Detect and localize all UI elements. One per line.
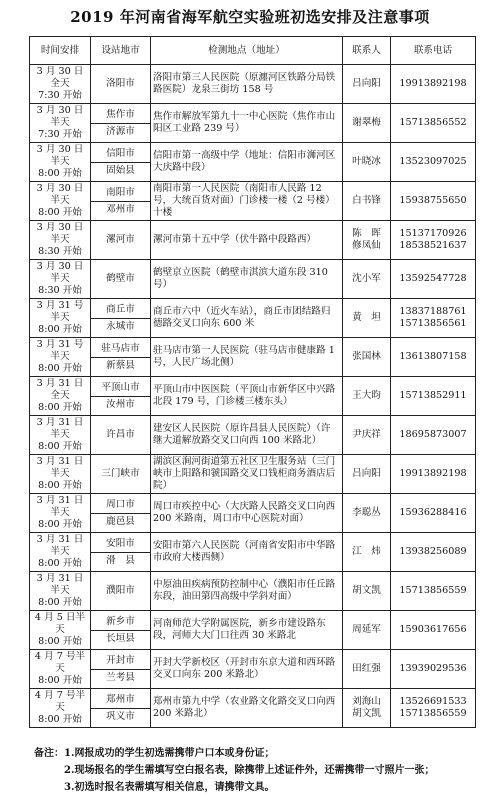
phone-cell bbox=[391, 689, 476, 728]
time-cell bbox=[30, 182, 91, 221]
city-cell-line: 鹤壁市 bbox=[106, 273, 135, 284]
city-cell-line: 平顶山市 bbox=[91, 380, 150, 397]
time-cell-line: 3 月 31 日半天 bbox=[36, 534, 84, 557]
table-row bbox=[30, 416, 476, 455]
phone-cell-line: 13938256089 bbox=[399, 546, 467, 557]
time-cell-line: 4 月 7 号半天 bbox=[34, 690, 86, 713]
time-cell-line: 7:30 开始 bbox=[38, 129, 82, 140]
note-item-2: 2.现场报名的学生需填写空白报名表，除携带上述证件外，还需携带一寸照片一张； bbox=[64, 765, 435, 776]
city-cell-line: 三门峡市 bbox=[101, 468, 140, 479]
contact-cell bbox=[343, 650, 391, 689]
phone-cell bbox=[391, 533, 476, 572]
table-row bbox=[30, 650, 476, 689]
time-cell bbox=[30, 104, 91, 143]
contact-cell-line: 王大昀 bbox=[352, 390, 381, 401]
phone-cell-line: 13592547728 bbox=[399, 273, 467, 284]
time-cell bbox=[30, 260, 91, 299]
contact-cell bbox=[343, 611, 391, 650]
contact-cell-line: 李聪丛 bbox=[352, 507, 381, 518]
header-city: 设站地市 bbox=[91, 37, 151, 65]
city-cell bbox=[91, 182, 151, 221]
time-cell-line: 8:00 开始 bbox=[38, 519, 82, 530]
phone-cell-line: 18538521637 bbox=[399, 240, 467, 251]
table-row bbox=[30, 689, 476, 728]
time-cell-line: 4 月 7 号半天 bbox=[34, 651, 86, 674]
city-cell-line: 巩义市 bbox=[106, 710, 135, 722]
contact-cell-line: 江 炜 bbox=[352, 546, 381, 557]
time-cell-line: 8:00 开始 bbox=[38, 207, 82, 218]
phone-cell bbox=[391, 455, 476, 494]
contact-cell bbox=[343, 377, 391, 416]
table-row bbox=[30, 494, 476, 533]
time-cell-line: 8:00 开始 bbox=[38, 441, 82, 452]
city-cell-line: 南阳市 bbox=[91, 185, 150, 202]
phone-cell-line: 13613807158 bbox=[399, 351, 467, 362]
time-cell-line: 3 月 30 日半天 bbox=[36, 144, 84, 167]
notes-label: 备注： bbox=[34, 748, 64, 759]
city-cell-line: 新蔡县 bbox=[106, 359, 135, 371]
time-cell-line: 3 月 31 日半天 bbox=[36, 573, 84, 596]
location-cell: 安阳市第六人民医院（河南省安阳市中华路市政府大楼西侧） bbox=[151, 533, 343, 572]
table-row bbox=[30, 182, 476, 221]
table-row bbox=[30, 338, 476, 377]
city-cell-line: 漯河市 bbox=[106, 234, 135, 245]
contact-cell-line: 沈小军 bbox=[352, 273, 381, 284]
location-cell: 商丘市六中（近火车站），商丘市团结路归德路交叉口向东 600 米 bbox=[151, 299, 343, 338]
city-cell-line: 驻马店市 bbox=[91, 341, 150, 358]
location-cell: 漯河市第十五中学（伏牛路中段路西） bbox=[151, 221, 343, 260]
time-cell-line: 3 月 31 号半天 bbox=[36, 300, 84, 323]
phone-cell-line: 15936288416 bbox=[399, 507, 467, 518]
time-cell-line: 3 月 30 日半天 bbox=[36, 261, 84, 284]
table-row bbox=[30, 221, 476, 260]
time-cell bbox=[30, 65, 91, 104]
city-cell-line: 滑 县 bbox=[106, 554, 135, 566]
time-cell-line: 8:00 开始 bbox=[38, 675, 82, 686]
city-cell-line: 郑州市 bbox=[91, 692, 150, 709]
city-cell bbox=[91, 299, 151, 338]
city-cell bbox=[91, 689, 151, 728]
city-cell-line: 长垣县 bbox=[106, 632, 135, 644]
contact-cell-line: 修凤仙 bbox=[352, 240, 381, 251]
phone-cell bbox=[391, 338, 476, 377]
time-cell-line: 8:00 开始 bbox=[38, 714, 82, 725]
time-cell bbox=[30, 533, 91, 572]
location-cell: 南阳市第一人民医院（南阳市人民路 12 号，大统百货对面）门诊楼一楼（2 号楼）十楼 bbox=[151, 182, 343, 221]
time-cell bbox=[30, 143, 91, 182]
phone-cell bbox=[391, 260, 476, 299]
time-cell bbox=[30, 455, 91, 494]
city-cell-line: 开封市 bbox=[91, 653, 150, 670]
table-row bbox=[30, 377, 476, 416]
header-time: 时间安排 bbox=[30, 37, 91, 65]
phone-cell bbox=[391, 65, 476, 104]
location-cell: 驻马店市第一人民医院（驻马店市健康路 1 号，人民广场北侧） bbox=[151, 338, 343, 377]
contact-cell-line: 谢翠梅 bbox=[352, 117, 381, 128]
phone-cell bbox=[391, 221, 476, 260]
city-cell-line: 汝州市 bbox=[106, 398, 135, 410]
phone-cell-line: 18695873007 bbox=[399, 429, 467, 440]
notes-section bbox=[34, 745, 494, 796]
phone-cell-line: 13526691533 bbox=[399, 696, 467, 707]
table-row bbox=[30, 533, 476, 572]
schedule-table bbox=[29, 36, 476, 728]
contact-cell bbox=[343, 533, 391, 572]
note-item-3: 3.初选时报名表需填写相关信息，请携带文具。 bbox=[64, 782, 275, 793]
table-row bbox=[30, 104, 476, 143]
contact-cell-line: 叶晓冰 bbox=[352, 156, 381, 167]
location-cell: 郑州市第九中学（农业路文化路交叉口向西 200 米路北） bbox=[151, 689, 343, 728]
location-cell: 湖滨区涧河街道第五社区卫生服务站（三门峡市上阳路和虢国路交叉口钱柜商务酒店后院） bbox=[151, 455, 343, 494]
time-cell-line: 8:00 开始 bbox=[38, 636, 82, 647]
table-row bbox=[30, 143, 476, 182]
time-cell bbox=[30, 650, 91, 689]
city-cell-line: 许昌市 bbox=[106, 429, 135, 440]
contact-cell-line: 胡文凯 bbox=[352, 708, 381, 719]
phone-cell-line: 15713856561 bbox=[399, 318, 467, 329]
city-cell bbox=[91, 416, 151, 455]
city-cell-line: 安阳市 bbox=[91, 536, 150, 553]
table-row bbox=[30, 455, 476, 494]
location-cell: 周口市疾控中心（大庆路人民路交叉口向西 200 米路南，周口市中心医院对面） bbox=[151, 494, 343, 533]
city-cell-line: 新乡市 bbox=[91, 614, 150, 631]
time-cell bbox=[30, 221, 91, 260]
location-cell: 平顶山市中医医院（平顶山市新华区中兴路北段 179 号，门诊楼三楼东头） bbox=[151, 377, 343, 416]
contact-cell bbox=[343, 572, 391, 611]
city-cell bbox=[91, 104, 151, 143]
location-cell: 中原油田疾病预防控制中心（濮阳市任丘路东段，油田第四高级中学斜对面） bbox=[151, 572, 343, 611]
phone-cell bbox=[391, 299, 476, 338]
city-cell-line: 濮阳市 bbox=[106, 585, 135, 596]
contact-cell bbox=[343, 455, 391, 494]
contact-cell-line: 张国林 bbox=[352, 351, 381, 362]
location-cell: 信阳市第一高级中学（地址：信阳市浉河区大庆路中段） bbox=[151, 143, 343, 182]
contact-cell-line: 陈 晖 bbox=[352, 228, 381, 239]
phone-cell bbox=[391, 611, 476, 650]
phone-cell-line: 15903617656 bbox=[399, 624, 467, 635]
contact-cell bbox=[343, 221, 391, 260]
table-row bbox=[30, 260, 476, 299]
table-row bbox=[30, 299, 476, 338]
city-cell-line: 信阳市 bbox=[91, 146, 150, 163]
city-cell bbox=[91, 221, 151, 260]
city-cell bbox=[91, 377, 151, 416]
time-cell-line: 3 月 30 日半天 bbox=[36, 183, 84, 206]
phone-cell bbox=[391, 494, 476, 533]
contact-cell-line: 田红强 bbox=[352, 663, 381, 674]
time-cell-line: 4 月 5 日半天 bbox=[34, 612, 86, 635]
time-cell bbox=[30, 689, 91, 728]
contact-cell-line: 周延军 bbox=[352, 624, 381, 635]
location-cell: 开封大学新校区（开封市东京大道和西环路交叉口向东 200 米路北） bbox=[151, 650, 343, 689]
time-cell-line: 3 月 30 日半天 bbox=[36, 105, 84, 128]
note-item-1: 1.网报成功的学生初选需携带户口本或身份证； bbox=[64, 748, 275, 759]
phone-cell bbox=[391, 143, 476, 182]
city-cell bbox=[91, 143, 151, 182]
city-cell bbox=[91, 260, 151, 299]
contact-cell-line: 白书锋 bbox=[352, 195, 381, 206]
time-cell-line: 8:00 开始 bbox=[38, 402, 82, 413]
time-cell bbox=[30, 377, 91, 416]
time-cell-line: 8:00 开始 bbox=[38, 324, 82, 335]
time-cell bbox=[30, 611, 91, 650]
time-cell-line: 8:00 开始 bbox=[38, 597, 82, 608]
city-cell bbox=[91, 611, 151, 650]
location-cell: 洛阳市第三人民医院（原瀍河区铁路分局铁路医院）龙泉三街坊 158 号 bbox=[151, 65, 343, 104]
time-cell bbox=[30, 416, 91, 455]
time-cell bbox=[30, 494, 91, 533]
city-cell-line: 商丘市 bbox=[91, 302, 150, 319]
phone-cell bbox=[391, 572, 476, 611]
table-row bbox=[30, 572, 476, 611]
contact-cell bbox=[343, 494, 391, 533]
table-row bbox=[30, 65, 476, 104]
time-cell-line: 3 月 31 日半天 bbox=[36, 495, 84, 518]
city-cell-line: 周口市 bbox=[91, 497, 150, 514]
city-cell-line: 洛阳市 bbox=[106, 78, 135, 89]
table-row bbox=[30, 611, 476, 650]
header-location: 检测地点（地址） bbox=[151, 37, 343, 65]
city-cell-line: 固始县 bbox=[106, 164, 135, 176]
time-cell-line: 8:00 开始 bbox=[38, 558, 82, 569]
contact-cell bbox=[343, 299, 391, 338]
contact-cell-line: 吕向阳 bbox=[352, 468, 381, 479]
phone-cell bbox=[391, 182, 476, 221]
header-contact: 联系人 bbox=[343, 37, 391, 65]
time-cell-line: 8:00 开始 bbox=[38, 168, 82, 179]
contact-cell bbox=[343, 416, 391, 455]
time-cell-line: 8:00 开始 bbox=[38, 363, 82, 374]
contact-cell bbox=[343, 65, 391, 104]
header-phone: 联系电话 bbox=[391, 37, 476, 65]
city-cell-line: 焦作市 bbox=[91, 107, 150, 124]
phone-cell-line: 13939029536 bbox=[399, 663, 467, 674]
time-cell-line: 7:30 开始 bbox=[38, 90, 82, 101]
time-cell-line: 3 月 31 日半天 bbox=[36, 456, 84, 479]
phone-cell bbox=[391, 416, 476, 455]
table-header-row bbox=[30, 37, 476, 65]
time-cell bbox=[30, 299, 91, 338]
phone-cell-line: 15713856559 bbox=[399, 585, 467, 596]
phone-cell-line: 15713856552 bbox=[399, 117, 467, 128]
time-cell-line: 3 月 31 号半天 bbox=[36, 339, 84, 362]
phone-cell-line: 15137170926 bbox=[399, 228, 467, 239]
contact-cell-line: 黄 坦 bbox=[352, 312, 381, 323]
phone-cell bbox=[391, 377, 476, 416]
city-cell bbox=[91, 533, 151, 572]
phone-cell-line: 13523097025 bbox=[399, 156, 467, 167]
contact-cell-line: 尹庆祥 bbox=[352, 429, 381, 440]
phone-cell-line: 19913892198 bbox=[399, 468, 467, 479]
phone-cell-line: 15713856559 bbox=[399, 708, 467, 719]
location-cell: 建安区人民医院（原许昌县人民医院）（许继大道解放路交叉口向西 100 米路北） bbox=[151, 416, 343, 455]
time-cell-line: 3 月 31 日半天 bbox=[36, 417, 84, 440]
phone-cell-line: 15938755650 bbox=[399, 195, 467, 206]
phone-cell bbox=[391, 104, 476, 143]
time-cell bbox=[30, 572, 91, 611]
contact-cell-line: 吕向阳 bbox=[352, 78, 381, 89]
contact-cell-line: 胡文凯 bbox=[352, 585, 381, 596]
contact-cell bbox=[343, 338, 391, 377]
time-cell-line: 3 月 30 日半天 bbox=[36, 222, 84, 245]
time-cell-line: 3 月 30 日全天 bbox=[36, 66, 84, 89]
contact-cell bbox=[343, 143, 391, 182]
city-cell bbox=[91, 65, 151, 104]
phone-cell bbox=[391, 650, 476, 689]
contact-cell bbox=[343, 689, 391, 728]
time-cell bbox=[30, 338, 91, 377]
city-cell bbox=[91, 650, 151, 689]
phone-cell-line: 13837188761 bbox=[399, 306, 467, 317]
contact-cell bbox=[343, 260, 391, 299]
city-cell bbox=[91, 572, 151, 611]
city-cell-line: 邓州市 bbox=[106, 203, 135, 215]
city-cell bbox=[91, 338, 151, 377]
time-cell-line: 8:00 开始 bbox=[38, 480, 82, 491]
contact-cell-line: 刘海山 bbox=[352, 696, 381, 707]
city-cell-line: 兰考县 bbox=[106, 671, 135, 683]
time-cell-line: 8:30 开始 bbox=[38, 285, 82, 296]
phone-cell-line: 19913892198 bbox=[399, 78, 467, 89]
time-cell-line: 3 月 31 日全天 bbox=[36, 378, 84, 401]
contact-cell bbox=[343, 104, 391, 143]
time-cell-line: 8:30 开始 bbox=[38, 246, 82, 257]
city-cell-line: 永城市 bbox=[106, 320, 135, 332]
location-cell: 河南师范大学附属医院，新乡市建设路东段，河师大大门口往西 30 米路北 bbox=[151, 611, 343, 650]
page-title: 2019 年河南省海军航空实验班初选安排及注意事项 bbox=[70, 8, 430, 26]
city-cell bbox=[91, 494, 151, 533]
city-cell-line: 济源市 bbox=[106, 125, 135, 137]
location-cell: 鹤壁京立医院（鹤壁市淇滨大道东段 310 号） bbox=[151, 260, 343, 299]
city-cell-line: 鹿邑县 bbox=[106, 515, 135, 527]
phone-cell-line: 15713852911 bbox=[399, 390, 467, 401]
location-cell: 焦作市解放军第九十一中心医院（焦作市山阳区工业路 239 号） bbox=[151, 104, 343, 143]
contact-cell bbox=[343, 182, 391, 221]
city-cell bbox=[91, 455, 151, 494]
